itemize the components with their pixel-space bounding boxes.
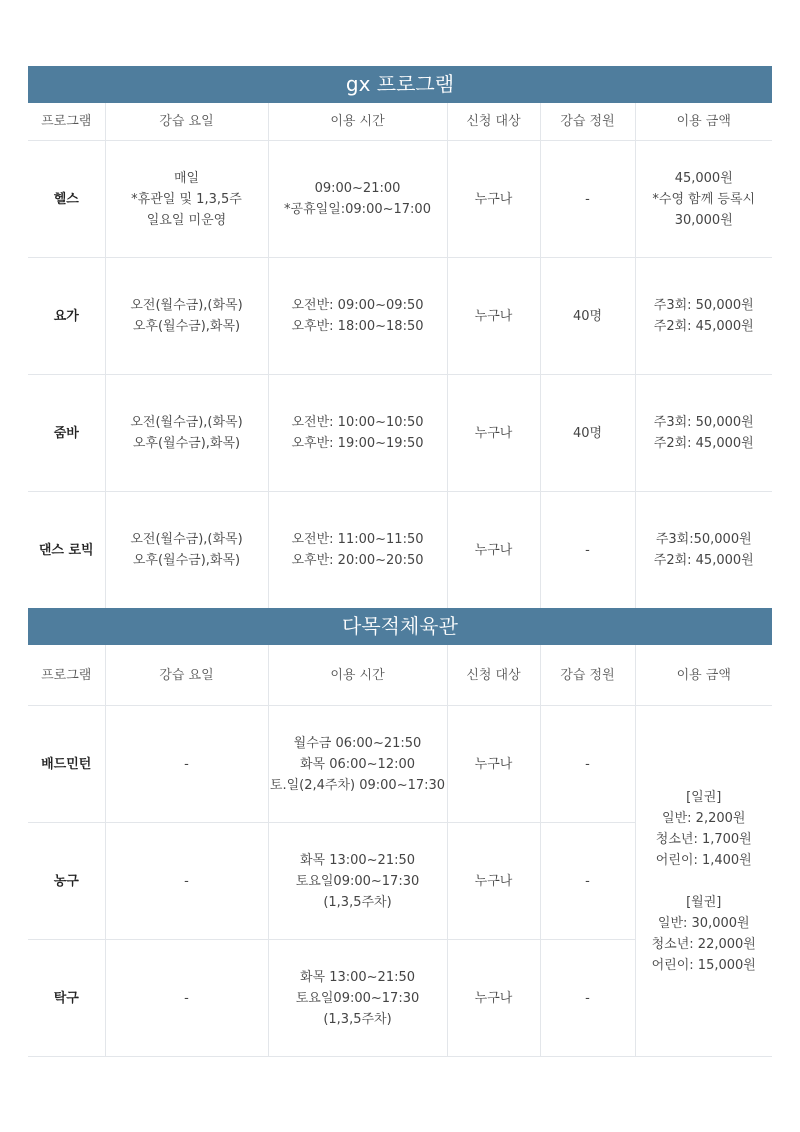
section-title-gx: gx 프로그램 xyxy=(28,66,772,103)
program-days: 오전(월수금),(화목) 오후(월수금),화목) xyxy=(105,492,268,609)
gym-section xyxy=(28,608,772,1057)
program-time: 월수금 06:00~21:50 화목 06:00~12:00 토.일(2,4주차) 09:00~17:30 xyxy=(268,706,447,823)
header-target: 신청 대상 xyxy=(447,645,540,706)
header-capacity: 강습 정원 xyxy=(540,645,635,706)
program-name: 줌바 xyxy=(28,375,105,492)
program-capacity: 40명 xyxy=(540,375,635,492)
program-capacity: - xyxy=(540,940,635,1057)
program-capacity: - xyxy=(540,706,635,823)
program-price: 45,000원 *수영 함께 등록시 30,000원 xyxy=(635,141,772,258)
program-name: 요가 xyxy=(28,258,105,375)
header-time: 이용 시간 xyxy=(268,645,447,706)
gym-price: [일권] 일반: 2,200원 청소년: 1,700원 어린이: 1,400원 [월권] 일반: 30,000원 청소년: 22,000원 어린이: 15,000원 xyxy=(635,706,772,1057)
program-name: 농구 xyxy=(28,823,105,940)
header-time: 이용 시간 xyxy=(268,103,447,141)
gx-program-table xyxy=(28,103,772,609)
program-days: - xyxy=(105,823,268,940)
table-row xyxy=(28,141,772,258)
program-target: 누구나 xyxy=(447,258,540,375)
header-price: 이용 금액 xyxy=(635,645,772,706)
table-row xyxy=(28,706,772,823)
program-time: 오전반: 11:00~11:50 오후반: 20:00~20:50 xyxy=(268,492,447,609)
program-time: 09:00~21:00 *공휴일일:09:00~17:00 xyxy=(268,141,447,258)
header-program: 프로그램 xyxy=(28,103,105,141)
program-capacity: - xyxy=(540,141,635,258)
table-row xyxy=(28,258,772,375)
program-name: 헬스 xyxy=(28,141,105,258)
table-header-row xyxy=(28,645,772,706)
program-name: 탁구 xyxy=(28,940,105,1057)
program-capacity: - xyxy=(540,492,635,609)
program-target: 누구나 xyxy=(447,706,540,823)
program-time: 오전반: 09:00~09:50 오후반: 18:00~18:50 xyxy=(268,258,447,375)
header-program: 프로그램 xyxy=(28,645,105,706)
program-time: 오전반: 10:00~10:50 오후반: 19:00~19:50 xyxy=(268,375,447,492)
table-row xyxy=(28,375,772,492)
program-name: 댄스 로빅 xyxy=(28,492,105,609)
table-header-row xyxy=(28,103,772,141)
program-target: 누구나 xyxy=(447,823,540,940)
header-target: 신청 대상 xyxy=(447,103,540,141)
header-capacity: 강습 정원 xyxy=(540,103,635,141)
gym-program-table xyxy=(28,645,772,1057)
program-price: 주3회: 50,000원 주2회: 45,000원 xyxy=(635,375,772,492)
program-price: 주3회: 50,000원 주2회: 45,000원 xyxy=(635,258,772,375)
program-days: 매일 *휴관일 및 1,3,5주 일요일 미운영 xyxy=(105,141,268,258)
gx-program-section xyxy=(28,66,772,609)
table-row xyxy=(28,492,772,609)
header-days: 강습 요일 xyxy=(105,645,268,706)
program-target: 누구나 xyxy=(447,141,540,258)
program-time: 화목 13:00~21:50 토요일09:00~17:30 (1,3,5주차) xyxy=(268,823,447,940)
program-time: 화목 13:00~21:50 토요일09:00~17:30 (1,3,5주차) xyxy=(268,940,447,1057)
program-capacity: 40명 xyxy=(540,258,635,375)
program-price: 주3회:50,000원 주2회: 45,000원 xyxy=(635,492,772,609)
program-days: 오전(월수금),(화목) 오후(월수금),화목) xyxy=(105,375,268,492)
section-title-gym: 다목적체육관 xyxy=(28,608,772,645)
program-target: 누구나 xyxy=(447,940,540,1057)
header-price: 이용 금액 xyxy=(635,103,772,141)
program-days: - xyxy=(105,706,268,823)
program-target: 누구나 xyxy=(447,492,540,609)
program-days: - xyxy=(105,940,268,1057)
program-days: 오전(월수금),(화목) 오후(월수금),화목) xyxy=(105,258,268,375)
header-days: 강습 요일 xyxy=(105,103,268,141)
program-name: 배드민턴 xyxy=(28,706,105,823)
program-target: 누구나 xyxy=(447,375,540,492)
program-capacity: - xyxy=(540,823,635,940)
